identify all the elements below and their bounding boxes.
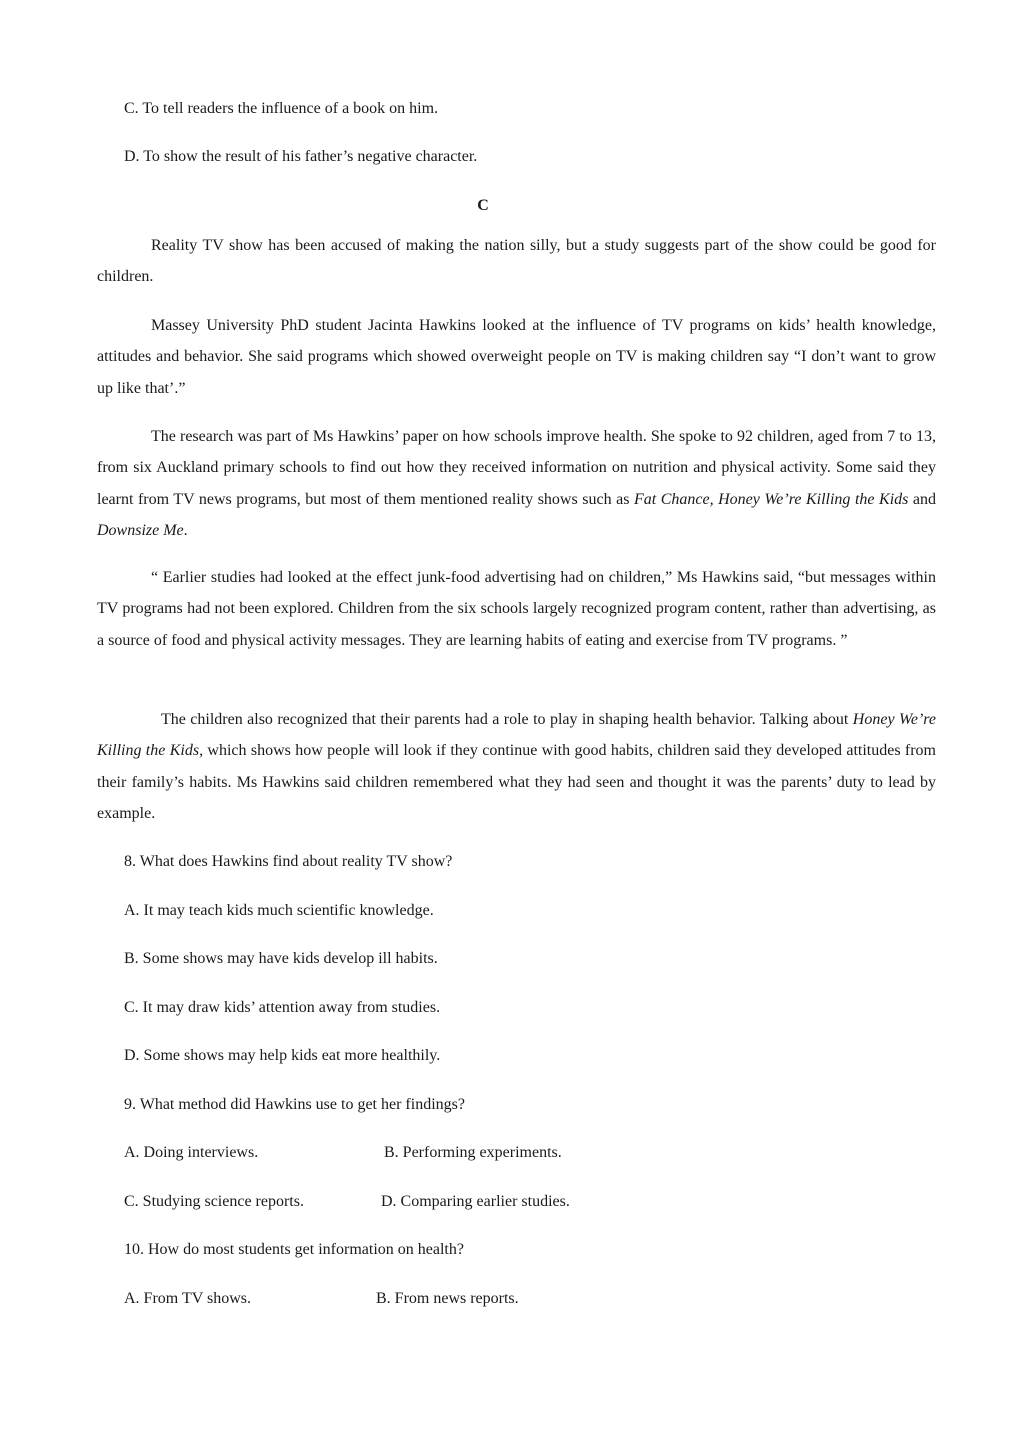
passage-paragraph-2: Massey University PhD student Jacinta Hawkins looked at the influence of TV programs on kids’ health knowledge, attitudes and behavior. She said programs which showed overweight people on TV is making children say “I don’t want to grow up like that’.” (97, 317, 936, 397)
previous-option-c: C. To tell readers the influence of a book on him. (124, 100, 439, 117)
passage-paragraph-1: Reality TV show has been accused of making the nation silly, but a study suggests part of the show could be good for children. (97, 237, 936, 286)
question-9-option-b: B. Performing experiments. (384, 1144, 562, 1161)
question-8-stem: 8. What does Hawkins find about reality TV show? (124, 853, 453, 870)
show-title-fat-chance: Fat Chance, Honey We’re Killing the Kids (633, 490, 909, 508)
show-title-honey: Honey We’re Killing the Kids (97, 711, 937, 760)
show-title-downsize-me: Downsize Me (97, 521, 184, 539)
paragraph-3-end: . (183, 521, 188, 539)
question-9-option-a: A. Doing interviews. (124, 1144, 259, 1161)
question-8-option-b: B. Some shows may have kids develop ill habits. (124, 950, 438, 967)
paragraph-5-rest: , which shows how people will look if they continue with good habits, children said they developed attitudes from their family’s habits. Ms Hawkins said children remembered what they had seen and thought it was the parents’ duty to lead by example. (97, 742, 937, 822)
section-heading: C (477, 197, 489, 214)
question-9-option-c: C. Studying science reports. (124, 1193, 304, 1210)
question-10-stem: 10. How do most students get information on health? (124, 1241, 464, 1258)
paragraph-3-text: The research was part of Ms Hawkins’ paper on how schools improve health. She spoke to 92 children, aged from 7 to 13, from six Auckland primary schools to find out how they received information on nutrition and physical activity. Some said they learnt from TV news programs, but most of them mentioned reality shows such as (97, 428, 936, 508)
question-9-option-d: D. Comparing earlier studies. (381, 1193, 570, 1210)
passage-paragraph-3 (97, 421, 936, 546)
passage-paragraph-5 (97, 704, 936, 829)
previous-option-d: D. To show the result of his father’s negative character. (124, 148, 478, 165)
passage-paragraph-4: “ Earlier studies had looked at the effect junk-food advertising had on children,” Ms Hawkins said, “but messages within TV programs had not been explored. Children from the six schools largely recognized program content, rather than advertising, as a source of food and physical activity messages. They are learning habits of eating and exercise from TV programs. ” (97, 569, 936, 649)
question-10-option-b: B. From news reports. (376, 1290, 519, 1307)
question-10-option-a: A. From TV shows. (124, 1290, 251, 1307)
question-8-option-c: C. It may draw kids’ attention away from studies. (124, 999, 441, 1016)
paragraph-3-and: and (908, 490, 937, 508)
question-9-stem: 9. What method did Hawkins use to get her findings? (124, 1096, 465, 1113)
paragraph-5-start: The children also recognized that their parents had a role to play in shaping health behavior. Talking about (161, 711, 853, 728)
question-8-option-d: D. Some shows may help kids eat more healthily. (124, 1047, 441, 1064)
question-8-option-a: A. It may teach kids much scientific knowledge. (124, 902, 434, 919)
